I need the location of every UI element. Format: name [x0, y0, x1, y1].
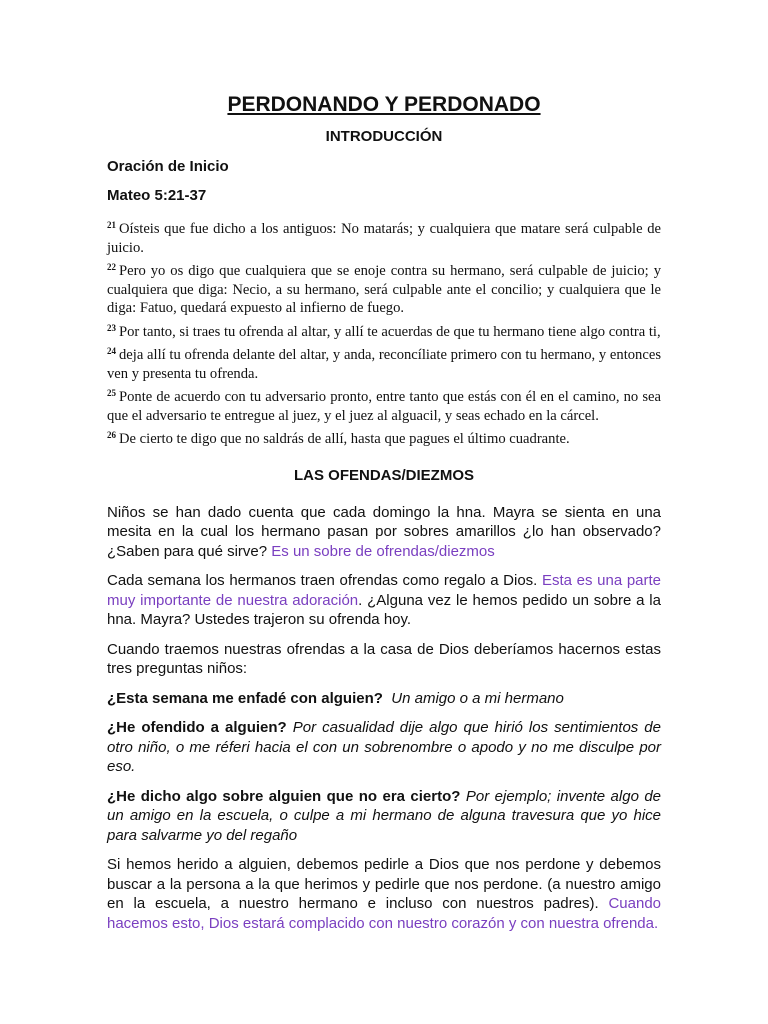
scripture-passage: [107, 216, 661, 449]
paragraph-envelopes: [107, 503, 661, 562]
verse: [107, 258, 661, 318]
verse-text: deja allí tu ofrenda delante del altar, y anda, reconcíliate primero con tu hermano, y entonces ven y presenta tu ofrenda.: [107, 347, 661, 382]
verse: [107, 216, 661, 257]
introduction-heading: INTRODUCCIÓN: [325, 128, 443, 145]
verse-number: 22: [107, 262, 116, 272]
question-text: ¿Esta semana me enfadé con alguien?: [107, 689, 383, 707]
opening-prayer-label: Oración de Inicio: [107, 158, 229, 175]
paragraph-questions-intro: Cuando traemos nuestras ofrendas a la casa de Dios deberíamos hacernos estas tres preguntas niños:: [107, 640, 661, 677]
verse-text: Ponte de acuerdo con tu adversario pronto, entre tanto que estás con él en el camino, no sea que el adversario te entregue al juez, y el juez al alguacil, y seas echado en la cárcel.: [107, 389, 661, 424]
highlighted-text: Es un sobre de ofrendas/diezmos: [271, 542, 495, 560]
verse-number: 23: [107, 322, 116, 333]
verse-text: Pero yo os digo que cualquiera que se enoje contra su hermano, será culpable de juicio; y cualquiera que diga: Necio, a su hermano, será culpable ante el concilio; y cualquiera que le diga: Fatuo, quedará expuesto al infierno de fuego.: [107, 263, 661, 316]
verse-number: 25: [107, 388, 116, 398]
document-title: PERDONANDO Y PERDONADO: [227, 93, 541, 116]
answer-text: Por casualidad dije algo que hirió los sentimientos de otro niño, o me réferi hacia el con un sobrenombre o apodo y no me disculpe por eso.: [107, 719, 661, 775]
answer-text: Por ejemplo; invente algo de un amigo en la escuela, o culpe a mi hermano de alguna travesura que yo hice para salvarme yo del regaño: [107, 787, 662, 844]
answer-text: Un amigo o a mi hermano: [391, 689, 564, 707]
verse-number: 21: [107, 220, 116, 230]
paragraph-text: . ¿Alguna vez le hemos pedido un sobre a la hna. Mayra? Ustedes trajeron su ofrenda hoy.: [107, 591, 661, 628]
highlighted-text: Esta es una parte muy importante de nuestra adoración: [107, 572, 662, 609]
paragraph-forgiveness: [107, 855, 661, 933]
verse: [107, 426, 661, 449]
verse-number: 26: [107, 430, 116, 440]
verse-text: De cierto te digo que no saldrás de allí, hasta que pagues el último cuadrante.: [119, 431, 570, 447]
verse: [107, 319, 661, 342]
highlighted-text: Cuando hacemos esto, Dios estará complacido con nuestro corazón y con nuestra ofrenda.: [107, 895, 661, 932]
question-text: ¿He ofendido a alguien?: [107, 719, 287, 736]
paragraph-offerings: [107, 571, 661, 630]
scripture-reference: Mateo 5:21-37: [107, 187, 207, 204]
paragraph-text: Niños se han dado cuenta que cada domingo la hna. Mayra se sienta en una mesita en la cual los hermano pasan por sobres amarillos ¿lo han observado? ¿Saben para qué sirve?: [107, 503, 661, 560]
verse-number: 24: [107, 346, 116, 356]
verse-text: Por tanto, si traes tu ofrenda al altar, y allí te acuerdas de que tu hermano tiene algo contra ti,: [119, 323, 661, 340]
question-one: [107, 689, 661, 709]
section-heading: LAS OFENDAS/DIEZMOS: [293, 466, 474, 484]
question-three: [107, 787, 661, 846]
verse: [107, 342, 661, 383]
paragraph-text: Cada semana los hermanos traen ofrendas como regalo a Dios.: [107, 572, 542, 589]
paragraph-text: Si hemos herido a alguien, debemos pedirle a Dios que nos perdone y debemos buscar a la persona a la que herimos y pedirle que nos perdone. (a nuestro amigo en la escuela, a nuestro hermano e incluso con nuestros padres).: [107, 856, 661, 912]
question-two: [107, 718, 661, 777]
question-text: ¿He dicho algo sobre alguien que no era cierto?: [107, 787, 461, 805]
verse-text: Oísteis que fue dicho a los antiguos: No matarás; y cualquiera que matare será culpable de juicio.: [107, 221, 661, 256]
verse: [107, 384, 661, 425]
